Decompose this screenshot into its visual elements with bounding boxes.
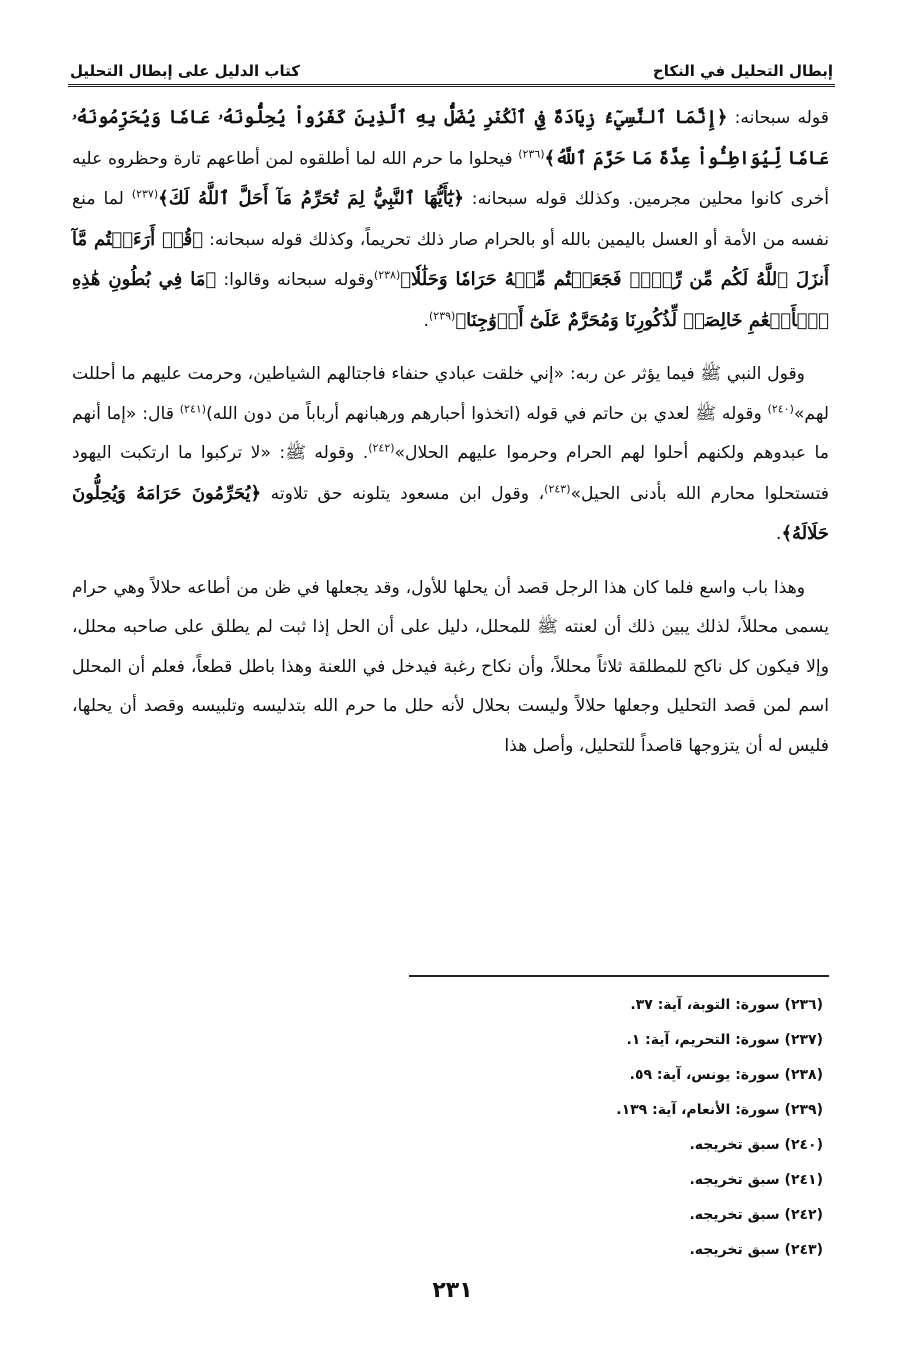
main-text: [72, 98, 829, 766]
footnote-ref: (٢٣٨): [373, 268, 401, 282]
text-run: قال: «إما أنهم ما عبدوهم ولكنهم أحلوا لهم الحرام وحرموا عليهم الحلال»: [72, 403, 829, 463]
footnote-ref: (٢٤٢): [368, 441, 395, 455]
text-run: .: [423, 310, 429, 331]
footnotes: [423, 988, 823, 1268]
quran-verse: ﴿إِنَّمَا ٱلنَّسِيٓءُ زِيَادَةٌ فِي ٱلۡكُفۡرِ يُضَلُّ بِهِ ٱلَّذِينَ كَفَرُواْ يُحِلُّونَهُۥ عَامٗا وَيُحَرِّمُونَهُۥ عَامٗا لِّيُوَاطِـُٔواْ عِدَّةَ مَا حَرَّمَ ٱللَّهُ﴾: [72, 107, 829, 169]
footnote-ref: (٢٣٩): [429, 308, 456, 322]
paragraph-1: [72, 98, 829, 341]
footnote-ref: (٢٤١): [179, 401, 207, 415]
running-header: [70, 38, 833, 80]
quran-verse: ﴿يَٰٓأَيُّهَا ٱلنَّبِيُّ لِمَ تُحَرِّمُ مَآ أَحَلَّ ٱللَّهُ لَكَ﴾: [158, 188, 464, 209]
footnote-238: (٢٣٨) سورة: يونس، آية: ٥٩.: [629, 1067, 823, 1083]
quran-verse: ﴿يُحَرِّمُونَ حَرَامَهُ وَيُحِلُّونَ حَلَالَهُ﴾: [72, 482, 829, 544]
footnote-236: (٢٣٦) سورة: التوبة، آية: ٣٧.: [630, 997, 823, 1013]
paragraph-2: [72, 355, 829, 555]
chapter-title: إبطال التحليل في النكاح: [652, 62, 833, 80]
page-number: ٢٣١: [432, 1278, 473, 1303]
text-run: .: [775, 524, 782, 544]
quran-verse: ﴿قُلۡ أَرَءَيۡتُم مَّآ أَنزَلَ ٱللَّهُ لَكُم مِّن رِّزۡقٖ فَجَعَلۡتُم مِّنۡهُ حَرَامٗا وَحَلَٰلٗا﴾: [72, 228, 829, 290]
footnote-239: (٢٣٩) سورة: الأنعام، آية: ١٣٩.: [616, 1102, 823, 1118]
text-run: . وقوله ﷺ: «لا تركبوا ما ارتكبت اليهود فتستحلوا محارم الله بأدنى الحيل»: [72, 443, 830, 504]
text-run: وقوله ﷺ لعدي بن حاتم في قوله (اتخذوا أحبارهم ورهبانهم أرباباً من دون الله): [206, 403, 768, 424]
footnote-ref: (٢٤٣): [544, 481, 571, 495]
footnote-ref: (٢٣٦): [518, 146, 545, 160]
book-title: كتاب الدليل على إبطال التحليل: [70, 62, 300, 80]
footnote-241: (٢٤١) سبق تخريجه.: [689, 1172, 823, 1188]
text-run: لما منع نفسه من الأمة أو العسل باليمين بالله أو بالحرام صار ذلك تحريماً، وكذلك قوله سبحانه:: [72, 189, 829, 250]
text-run: قوله سبحانه:: [727, 108, 830, 128]
footnote-ref: (٢٤٠): [767, 401, 794, 415]
footnote-240: (٢٤٠) سبق تخريجه.: [689, 1137, 823, 1153]
text-run: وقول النبي ﷺ فيما يؤثر عن ربه: «إني خلقت عبادي حنفاء فاجتالهم الشياطين، وحرمت عليهم ما أحللت لهم»: [72, 364, 829, 424]
text-run: ، وقول ابن مسعود يتلونه حق تلاوته: [261, 483, 545, 504]
footnote-ref: (٢٣٧): [131, 187, 159, 201]
text-run: وقوله سبحانه وقالوا:: [216, 270, 374, 290]
footnote-243: (٢٤٣) سبق تخريجه.: [689, 1242, 823, 1258]
quran-verse: ﴿مَا فِي بُطُونِ هَٰذِهِ ٱلۡأَنۡعَٰمِ خَالِصَةٞ لِّذُكُورِنَا وَمُحَرَّمٌ عَلَىٰٓ أَزۡوَٰجِنَا﴾: [72, 269, 829, 331]
footnote-separator: [409, 975, 829, 977]
paragraph-3: وهذا باب واسع فلما كان هذا الرجل قصد أن يحلها للأول، وقد يجعلها في ظن من أطاعه حلالاً وهي حرام يسمى محللاً، لذلك يبين ذلك أن لعنته ﷺ للمحلل، دليل على أن الحل إذا ثبت لم يطلق على صاحبه محلل، وإلا فيكون كل ناكح للمطلقة ثلاثاً محللاً، وأن نكاح رغبة فيدخل في اللعنة وهذا باطل قطعاً، فعلم أن المحلل اسم لمن قصد التحليل وجعلها حلالاً وليست بحلال لأنه حلل ما حرم الله بتدليسه وتلبيسه وقصد أن يحلها، فليس له أن يتزوجها قاصداً للتحليل، وأصل هذا: [72, 577, 829, 756]
footnote-237: (٢٣٧) سورة: التحريم، آية: ١.: [626, 1032, 823, 1048]
footnote-242: (٢٤٢) سبق تخريجه.: [689, 1207, 823, 1223]
header-rule: [68, 84, 835, 87]
text-run: فيحلوا ما حرم الله لما أطلقوه لمن أطاعهم تارة وحظروه عليه أخرى كانوا محلين مجرمين. وكذلك قوله سبحانه:: [72, 148, 829, 209]
